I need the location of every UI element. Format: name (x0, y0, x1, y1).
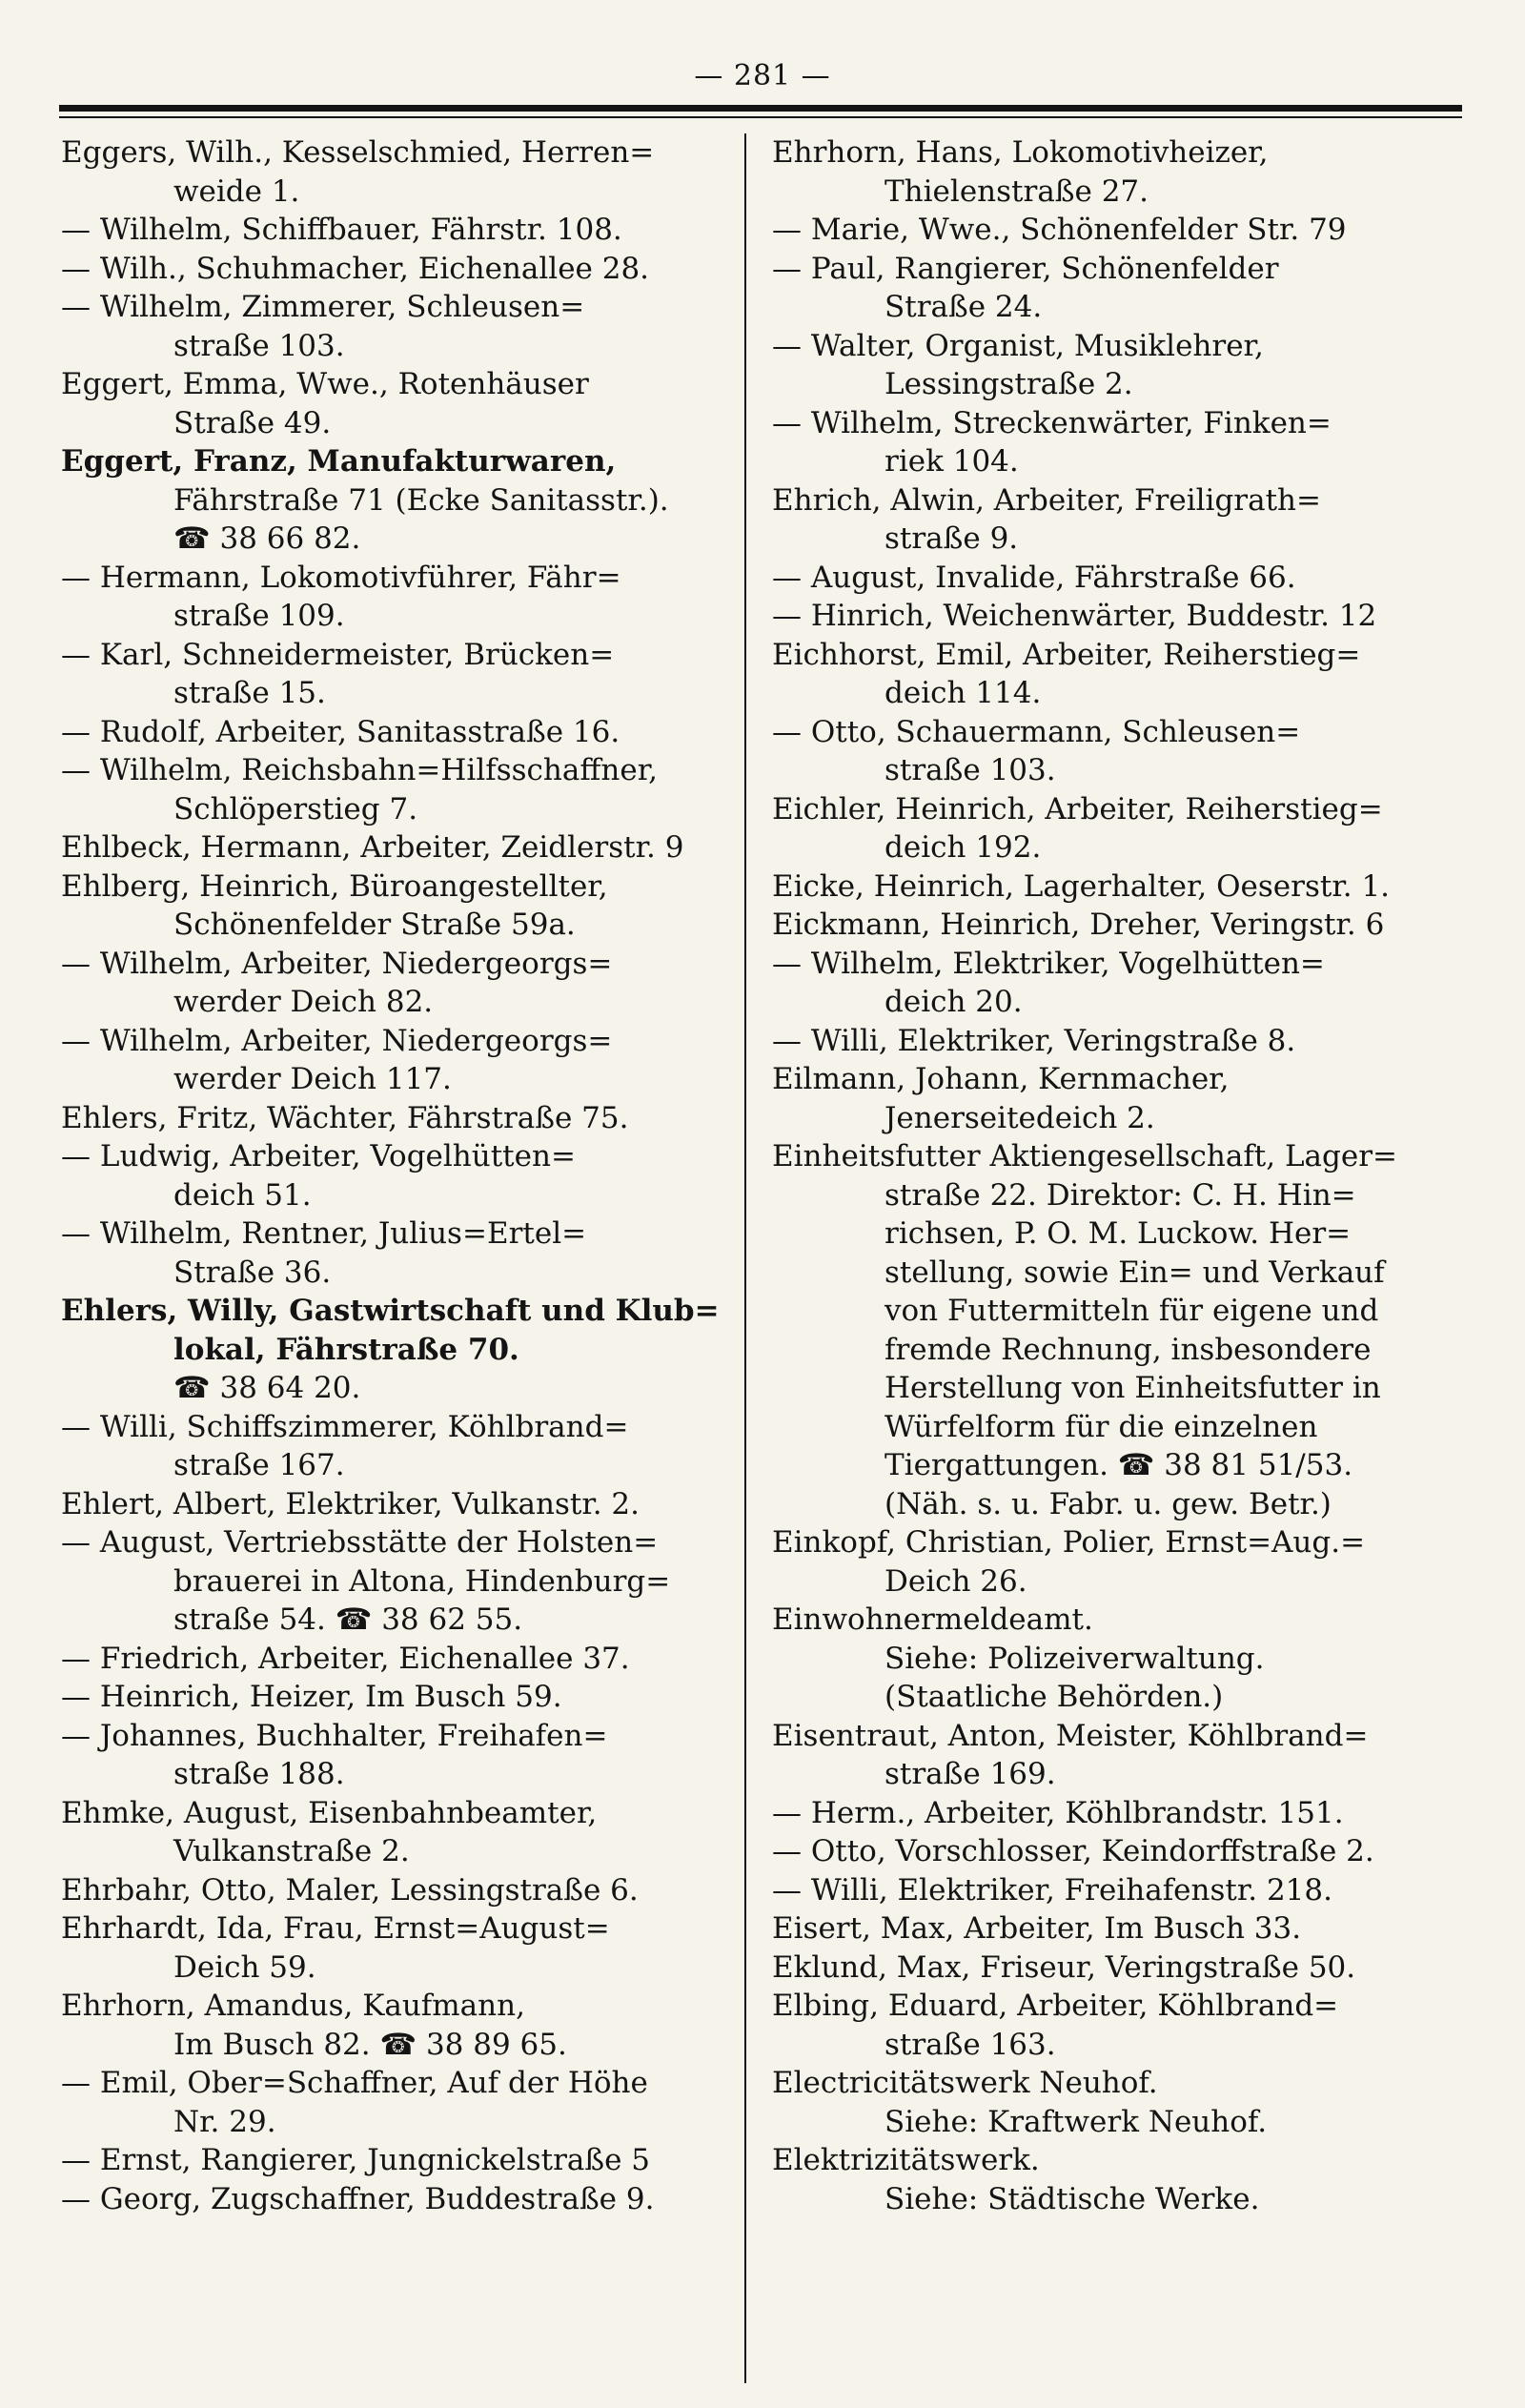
directory-line: Siehe: Städtische Werke. (884, 2181, 1260, 2216)
directory-line: Tiergattungen. ☎ 38 81 51/53. (884, 1448, 1353, 1482)
directory-line: — Herm., Arbeiter, Köhlbrandstr. 151. (772, 1795, 1344, 1830)
directory-line: Schönenfelder Straße 59a. (173, 908, 576, 942)
directory-line: — Karl, Schneidermeister, Brücken= (61, 637, 615, 672)
directory-line: Eisert, Max, Arbeiter, Im Busch 33. (772, 1911, 1302, 1946)
directory-line: — Willi, Schiffszimmerer, Köhlbrand= (61, 1409, 629, 1444)
directory-line: brauerei in Altona, Hindenburg= (173, 1563, 671, 1599)
directory-line: Einheitsfutter Aktiengesellschaft, Lager= (772, 1139, 1398, 1173)
directory-line: — Wilhelm, Arbeiter, Niedergeorgs= (61, 946, 613, 981)
directory-line: straße 54. ☎ 38 62 55. (173, 1602, 523, 1637)
directory-line: stellung, sowie Ein= und Verkauf (884, 1255, 1385, 1290)
directory-line: Ehlert, Albert, Elektriker, Vulkanstr. 2. (61, 1486, 640, 1521)
directory-line: ☎ 38 66 82. (173, 521, 361, 556)
directory-line: Elektrizitätswerk. (772, 2143, 1040, 2177)
header-rule-thin (59, 116, 1462, 118)
directory-line: straße 109. (173, 599, 345, 633)
directory-line: werder Deich 117. (173, 1062, 452, 1096)
directory-line: — Ludwig, Arbeiter, Vogelhütten= (61, 1139, 576, 1173)
directory-line: von Futtermitteln für eigene und (884, 1294, 1379, 1328)
directory-line: — Georg, Zugschaffner, Buddestraße 9. (61, 2181, 655, 2216)
directory-line: riek 104. (884, 444, 1019, 479)
directory-line: werder Deich 82. (173, 985, 434, 1019)
left-column (61, 133, 762, 2218)
directory-line: Ehlbeck, Hermann, Arbeiter, Zeidlerstr. 9 (61, 830, 684, 865)
directory-line: — Wilhelm, Streckenwärter, Finken= (772, 405, 1332, 440)
directory-line: Ehlberg, Heinrich, Büroangestellter, (61, 868, 608, 904)
directory-line: — Willi, Elektriker, Freihafenstr. 218. (772, 1872, 1332, 1908)
directory-line: straße 188. (173, 1757, 345, 1791)
directory-line: — Hinrich, Weichenwärter, Buddestr. 12 (772, 599, 1377, 633)
directory-line: Herstellung von Einheitsfutter in (884, 1371, 1381, 1405)
directory-line: Eichler, Heinrich, Arbeiter, Reiherstieg= (772, 791, 1383, 826)
header-rule-thick (59, 105, 1462, 112)
directory-line: — Hermann, Lokomotivführer, Fähr= (61, 560, 621, 595)
directory-line: Siehe: Polizeiverwaltung. (884, 1641, 1265, 1676)
directory-line: ☎ 38 64 20. (173, 1371, 361, 1405)
page-number: — 281 — (694, 59, 831, 92)
directory-line: straße 103. (173, 328, 345, 363)
directory-line: — Wilhelm, Rentner, Julius=Ertel= (61, 1216, 587, 1251)
directory-line: — Marie, Wwe., Schönenfelder Str. 79 (772, 213, 1347, 247)
directory-line: — Wilh., Schuhmacher, Eichenallee 28. (61, 251, 650, 286)
directory-line: straße 163. (884, 2027, 1056, 2062)
directory-line: Jenerseitedeich 2. (884, 1100, 1155, 1135)
directory-line: (Staatliche Behörden.) (884, 1680, 1224, 1714)
directory-line: Würfelform für die einzelnen (884, 1409, 1318, 1444)
directory-line: — Johannes, Buchhalter, Freihafen= (61, 1718, 608, 1753)
directory-line: deich 114. (884, 676, 1042, 710)
directory-line: — Walter, Organist, Musiklehrer, (772, 328, 1264, 363)
directory-line: Eggert, Franz, Manufakturwaren, (61, 444, 617, 479)
directory-line: Eicke, Heinrich, Lagerhalter, Oeserstr. 1. (772, 868, 1391, 904)
directory-line: Einwohnermeldeamt. (772, 1602, 1093, 1637)
directory-line: Ehlers, Willy, Gastwirtschaft und Klub= (61, 1294, 720, 1328)
directory-line: — Otto, Vorschlosser, Keindorffstraße 2. (772, 1834, 1374, 1868)
directory-line: — Friedrich, Arbeiter, Eichenallee 37. (61, 1641, 630, 1676)
directory-line: Eklund, Max, Friseur, Veringstraße 50. (772, 1949, 1356, 1985)
directory-line: fremde Rechnung, insbesondere (884, 1332, 1372, 1367)
directory-line: straße 9. (884, 521, 1019, 556)
directory-line: Lessingstraße 2. (884, 367, 1133, 401)
directory-line: straße 15. (173, 676, 326, 710)
directory-line: Electricitätswerk Neuhof. (772, 2066, 1158, 2100)
directory-line: Ehrhorn, Hans, Lokomotivheizer, (772, 135, 1269, 170)
directory-line: Eisentraut, Anton, Meister, Köhlbrand= (772, 1718, 1369, 1753)
directory-line: — Wilhelm, Arbeiter, Niedergeorgs= (61, 1023, 613, 1058)
directory-line: Vulkanstraße 2. (173, 1834, 410, 1868)
directory-line: — Emil, Ober=Schaffner, Auf der Höhe (61, 2066, 648, 2100)
right-column (772, 133, 1449, 2218)
directory-line: Ehmke, August, Eisenbahnbeamter, (61, 1795, 598, 1830)
directory-line: — Wilhelm, Zimmerer, Schleusen= (61, 290, 585, 324)
directory-line: straße 169. (884, 1757, 1056, 1791)
directory-line: deich 20. (884, 985, 1023, 1019)
directory-line: Eggert, Emma, Wwe., Rotenhäuser (61, 367, 589, 401)
directory-line: straße 22. Direktor: C. H. Hin= (884, 1177, 1356, 1213)
directory-line: richsen, P. O. M. Luckow. Her= (884, 1216, 1352, 1251)
directory-line: (Näh. s. u. Fabr. u. gew. Betr.) (884, 1486, 1332, 1521)
directory-line: Ehrhorn, Amandus, Kaufmann, (61, 1989, 525, 2023)
directory-line: Straße 36. (173, 1255, 332, 1290)
directory-line: Einkopf, Christian, Polier, Ernst=Aug.= (772, 1525, 1366, 1560)
directory-line: Fährstraße 71 (Ecke Sanitasstr.). (173, 482, 669, 518)
directory-line: Ehlers, Fritz, Wächter, Fährstraße 75. (61, 1100, 629, 1135)
directory-line: — Heinrich, Heizer, Im Busch 59. (61, 1680, 562, 1714)
directory-line: straße 103. (884, 753, 1056, 787)
directory-line: Eichhorst, Emil, Arbeiter, Reiherstieg= (772, 637, 1361, 672)
directory-line: — Ernst, Rangierer, Jungnickelstraße 5 (61, 2143, 651, 2177)
directory-line: Ehrhardt, Ida, Frau, Ernst=August= (61, 1911, 610, 1946)
directory-line: — August, Vertriebsstätte der Holsten= (61, 1525, 659, 1560)
directory-line: — Rudolf, Arbeiter, Sanitasstraße 16. (61, 714, 620, 749)
directory-line: Straße 49. (173, 405, 332, 440)
directory-line: Thielenstraße 27. (884, 173, 1149, 209)
directory-line: Schlöperstieg 7. (173, 791, 418, 826)
directory-line: deich 192. (884, 830, 1042, 865)
directory-line: Nr. 29. (173, 2104, 276, 2139)
directory-line: deich 51. (173, 1177, 312, 1213)
directory-line: — Otto, Schauermann, Schleusen= (772, 714, 1301, 749)
directory-line: Eilmann, Johann, Kernmacher, (772, 1062, 1230, 1096)
directory-line: Deich 59. (173, 1949, 316, 1985)
directory-line: — Wilhelm, Schiffbauer, Fährstr. 108. (61, 213, 622, 247)
directory-line: Straße 24. (884, 290, 1043, 324)
directory-line: Ehrbahr, Otto, Maler, Lessingstraße 6. (61, 1872, 639, 1908)
directory-line: weide 1. (173, 173, 300, 209)
directory-line: straße 167. (173, 1448, 345, 1482)
directory-line: Siehe: Kraftwerk Neuhof. (884, 2104, 1268, 2139)
directory-line: — Wilhelm, Elektriker, Vogelhütten= (772, 946, 1325, 981)
directory-line: — Willi, Elektriker, Veringstraße 8. (772, 1023, 1296, 1058)
directory-line: Deich 26. (884, 1563, 1027, 1599)
directory-line: Ehrich, Alwin, Arbeiter, Freiligrath= (772, 482, 1321, 518)
directory-line: Elbing, Eduard, Arbeiter, Köhlbrand= (772, 1989, 1339, 2023)
directory-line: lokal, Fährstraße 70. (173, 1332, 519, 1367)
directory-line: Im Busch 82. ☎ 38 89 65. (173, 2027, 567, 2062)
directory-line: — August, Invalide, Fährstraße 66. (772, 560, 1296, 595)
directory-line: Eickmann, Heinrich, Dreher, Veringstr. 6 (772, 908, 1385, 942)
column-divider (744, 133, 746, 2383)
directory-line: Eggers, Wilh., Kesselschmied, Herren= (61, 135, 655, 170)
directory-line: — Paul, Rangierer, Schönenfelder (772, 251, 1279, 286)
directory-line: — Wilhelm, Reichsbahn=Hilfsschaffner, (61, 753, 658, 787)
